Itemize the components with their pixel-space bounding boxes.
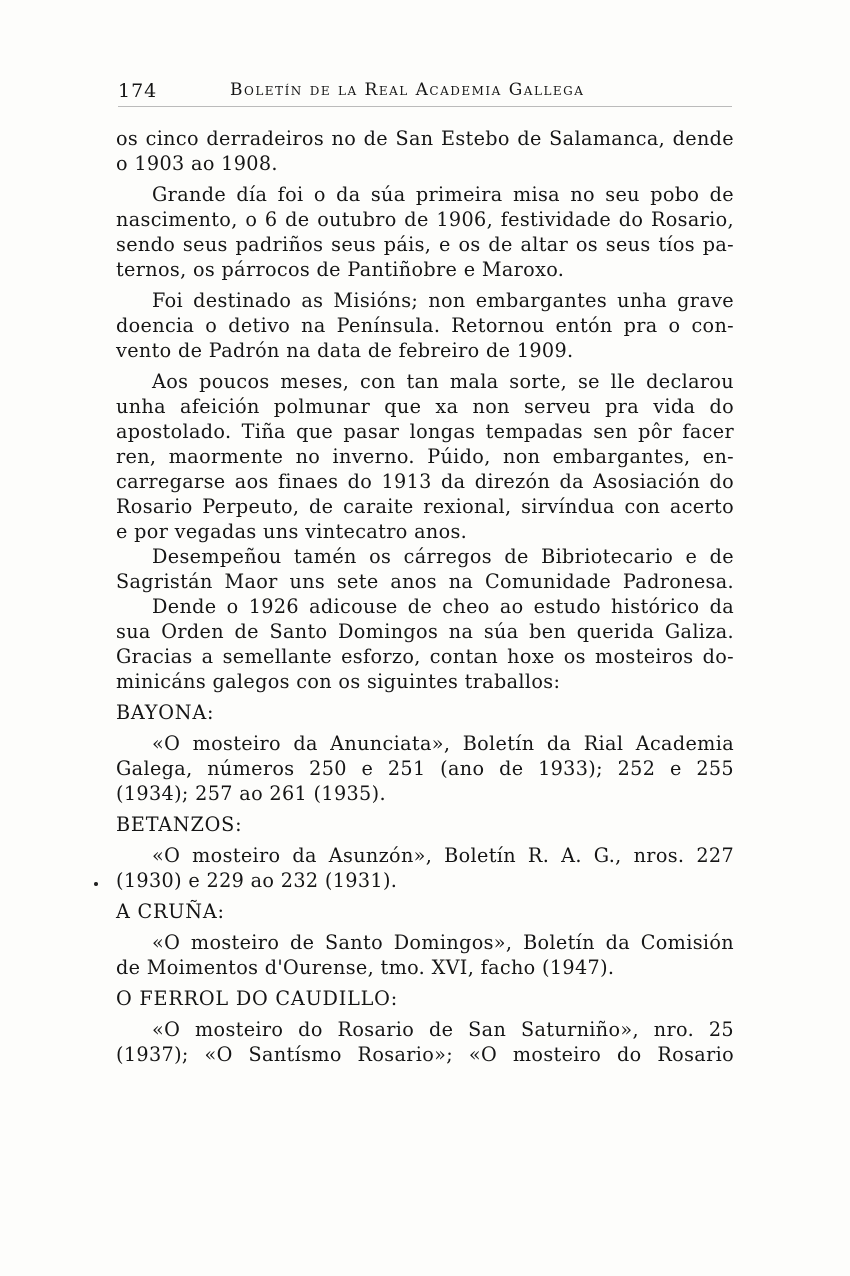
text-line: sua Orden de Santo Domingos na súa ben querida Galiza.	[116, 620, 734, 643]
text-line: o 1903 ao 1908.	[116, 152, 278, 175]
text-line: carregarse aos finaes do 1913 da direzón da Asosiación do	[116, 470, 734, 493]
text-line: Desempeñou tamén os cárregos de Bibriotecario e de	[152, 545, 734, 568]
section-heading: BETANZOS:	[116, 813, 243, 836]
header-rule	[118, 106, 732, 107]
text-line: vento de Padrón na data de febreiro de 1909.	[116, 339, 574, 362]
text-line: os cinco derradeiros no de San Estebo de Salamanca, dende	[116, 127, 734, 150]
text-line: apostolado. Tiña que pasar longas tempadas sen pôr facer	[116, 420, 734, 443]
text-line: «O mosteiro de Santo Domingos», Boletín da Comisión	[152, 931, 734, 954]
text-line: Foi destinado as Misións; non embargantes unha grave	[152, 289, 734, 312]
text-line: unha afeición polmunar que xa non serveu pra vida do	[116, 395, 734, 418]
text-line: minicáns galegos con os siguintes traballos:	[116, 670, 561, 693]
section-heading: O FERROL DO CAUDILLO:	[116, 987, 398, 1010]
text-line: Rosario Perpeuto, de caraite rexional, sirvíndua con acerto	[116, 495, 734, 518]
text-line: «O mosteiro do Rosario de San Saturniño», nro. 25	[152, 1018, 734, 1041]
margin-dot	[94, 882, 98, 886]
running-title: Boletín de la Real Academia Gallega	[230, 80, 585, 100]
text-line: ren, maormente no inverno. Púido, non embargantes, en-	[116, 445, 734, 468]
text-line: Grande día foi o da súa primeira misa no seu pobo de	[152, 183, 734, 206]
text-line: (1930) e 229 ao 232 (1931).	[116, 869, 398, 892]
text-line: ternos, os párrocos de Pantiñobre e Maroxo.	[116, 258, 565, 281]
body-text	[116, 126, 734, 1067]
text-line: Galega, números 250 e 251 (ano de 1933); 252 e 255	[116, 757, 734, 780]
text-line: Aos poucos meses, con tan mala sorte, se lle declarou	[152, 370, 734, 393]
text-line: e por vegadas uns vintecatro anos.	[116, 520, 468, 543]
text-line: de Moimentos d'Ourense, tmo. XVI, facho (1947).	[116, 956, 615, 979]
section-heading: A CRUÑA:	[116, 900, 225, 923]
text-line: «O mosteiro da Anunciata», Boletín da Rial Academia	[152, 732, 734, 755]
text-line: «O mosteiro da Asunzón», Boletín R. A. G., nros. 227	[152, 844, 734, 867]
text-line: Gracias a semellante esforzo, contan hoxe os mosteiros do-	[116, 645, 734, 668]
page-number: 174	[118, 80, 158, 102]
text-line: Dende o 1926 adicouse de cheo ao estudo histórico da	[152, 595, 734, 618]
text-line: (1937); «O Santísmo Rosario»; «O mosteiro do Rosario	[116, 1043, 734, 1066]
text-line: doencia o detivo na Península. Retornou entón pra o con-	[116, 314, 734, 337]
text-line: (1934); 257 ao 261 (1935).	[116, 782, 386, 805]
text-line: nascimento, o 6 de outubro de 1906, festividade do Rosario,	[116, 208, 734, 231]
text-line: Sagristán Maor uns sete anos na Comunidade Padronesa.	[116, 570, 734, 593]
text-line: sendo seus padriños seus páis, e os de altar os seus tíos pa-	[116, 233, 734, 256]
page-header	[118, 76, 732, 104]
section-heading: BAYONA:	[116, 701, 215, 724]
